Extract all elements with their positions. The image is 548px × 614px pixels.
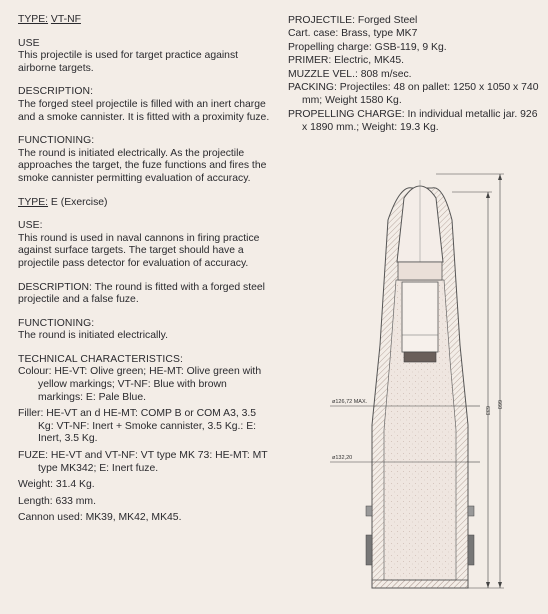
spec-propelling-charge: Propelling charge: GSB-119, 9 Kg. — [288, 41, 447, 53]
vtnf-functioning-text: The round is initiated electrically. As the projectile approaches the target, the fuze functions and fires the smoke cannister permitting evaluation of accuracy. — [18, 147, 267, 184]
exercise-type-value: E (Exercise) — [50, 196, 108, 208]
smoke-cannister — [402, 282, 438, 362]
technical-fuze: FUZE: HE-VT and VT-NF: VT type MK 73: HE-MT: MT type MK342; E: Inert fuze. — [18, 450, 268, 474]
technical-heading: TECHNICAL CHARACTERISTICS: — [18, 353, 184, 365]
exercise-type-label: TYPE: — [18, 196, 49, 208]
exercise-use-text: This round is used in naval cannons in firing practice against surface targets. The target should have a projectile pass detector for evaluation of accuracy. — [18, 232, 260, 269]
left-column — [18, 14, 270, 529]
technical-weight: Weight: 31.4 Kg. — [18, 479, 95, 491]
technical-colour: Colour: HE-VT: Olive green; HE-MT: Olive green with yellow markings; VT-NF: Blue with brown markings: E: Pale Blue. — [18, 366, 262, 403]
spec-cart-case: Cart. case: Brass, type MK7 — [288, 28, 418, 40]
vtnf-description-heading: DESCRIPTION: — [18, 86, 94, 98]
projectile-base — [372, 580, 468, 588]
dim-inner-length: 633 — [484, 406, 490, 416]
exercise-type-line — [18, 197, 270, 210]
vtnf-type-label: TYPE: — [18, 14, 49, 25]
vtnf-use-heading: USE — [18, 37, 40, 49]
vtnf-type-line — [18, 14, 270, 27]
technical-cannon: Cannon used: MK39, MK42, MK45. — [18, 512, 182, 524]
spec-primer: PRIMER: Electric, MK45. — [288, 55, 405, 67]
spec-projectile: PROJECTILE: Forged Steel — [288, 15, 418, 26]
dim-max-diameter: ø126,72 MAX. — [332, 399, 368, 405]
exercise-use-heading: USE: — [18, 220, 43, 232]
spec-muzzle-vel: MUZZLE VEL.: 808 m/sec. — [288, 68, 412, 80]
projectile-cross-section-drawing — [300, 170, 520, 610]
technical-filler: Filler: HE-VT an d HE-MT: COMP B or COM A3, 3.5 Kg: VT-NF: Inert + Smoke cannister, 3.5 Kg.: E: Inert, 3.5 Kg. — [18, 408, 257, 445]
spec-propelling-charge-packing: PROPELLING CHARGE: In individual metallic jar. 926 x 1890 mm.; Weight: 19.3 Kg. — [288, 108, 538, 134]
vtnf-type-value: VT-NF — [50, 14, 81, 25]
exercise-functioning-text: The round is initiated electrically. — [18, 330, 168, 342]
exercise-description-text: DESCRIPTION: The round is fitted with a forged steel projectile and a false fuze. — [18, 281, 265, 306]
right-column — [288, 14, 543, 135]
exercise-functioning-heading: FUNCTIONING: — [18, 317, 95, 329]
vtnf-description-text: The forged steel projectile is filled with an inert charge and a smoke cannister. It is fitted with a proximity fuze. — [18, 98, 270, 123]
spec-packing: PACKING: Projectiles: 48 on pallet: 1250 x 1050 x 740 mm; Weight 1580 Kg. — [288, 82, 539, 107]
dim-body-diameter: ø132,20 — [332, 455, 353, 461]
vtnf-functioning-heading: FUNCTIONING: — [18, 135, 95, 147]
dim-total-length: 660 — [496, 400, 502, 410]
technical-length: Length: 633 mm. — [18, 495, 96, 507]
vtnf-use-text: This projectile is used for target practice against airborne targets. — [18, 50, 239, 74]
